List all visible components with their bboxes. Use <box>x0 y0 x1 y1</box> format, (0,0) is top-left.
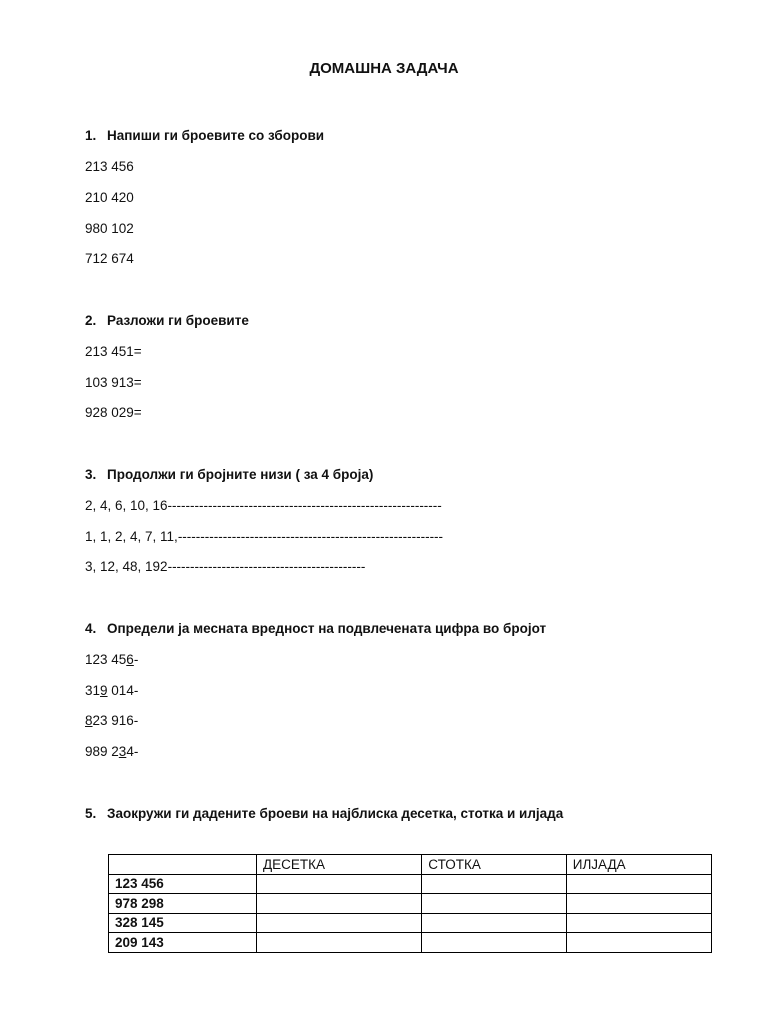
underlined-digit: 6 <box>126 652 134 667</box>
answer-cell[interactable] <box>257 894 422 914</box>
task-text: Продолжи ги бројните низи ( за 4 броја) <box>107 467 374 482</box>
underlined-digit: 8 <box>85 713 93 728</box>
table-header-row <box>109 855 712 875</box>
task-1-item: 980 102 <box>85 221 134 236</box>
task-number: 3. <box>85 467 97 482</box>
answer-cell[interactable] <box>566 894 711 914</box>
task-2-item: 928 029= <box>85 405 142 420</box>
table-row <box>109 933 712 953</box>
task-2-heading <box>85 313 249 328</box>
table-header-cell: ДЕСЕТКА <box>257 855 422 875</box>
task-1-item: 712 674 <box>85 251 134 266</box>
task-4-item <box>85 683 138 698</box>
task-3-item: 1, 1, 2, 4, 7, 11,----------------------------------------------------------- <box>85 529 444 544</box>
task-1-item: 210 420 <box>85 190 134 205</box>
task-4-item <box>85 744 138 759</box>
answer-cell[interactable] <box>566 874 711 894</box>
task-1-item: 213 456 <box>85 159 134 174</box>
rounding-table <box>108 854 712 953</box>
task-text: Определи ја месната вредност на подвлечената цифра во бројот <box>107 621 547 636</box>
answer-cell[interactable] <box>257 913 422 933</box>
task-text: Разложи ги броевите <box>107 313 249 328</box>
answer-cell[interactable] <box>566 913 711 933</box>
underlined-digit: 3 <box>118 744 127 759</box>
row-number: 123 456 <box>109 874 257 894</box>
page-title: ДОМАШНА ЗАДАЧА <box>309 60 459 77</box>
task-1-heading <box>85 128 324 143</box>
answer-cell[interactable] <box>257 874 422 894</box>
task-3-item: 2, 4, 6, 10, 16------------------------------------------------------------- <box>85 498 442 513</box>
answer-cell[interactable] <box>422 913 566 933</box>
table-header-cell: ИЛЈАДА <box>566 855 711 875</box>
number-part: 989 2 <box>85 744 119 759</box>
table-row <box>109 894 712 914</box>
task-text: Напиши ги броевите со зборови <box>107 128 325 143</box>
table-header-cell <box>109 855 257 875</box>
task-3-heading <box>85 467 373 482</box>
table-row <box>109 874 712 894</box>
task-3-item: 3, 12, 48, 192-------------------------------------------- <box>85 559 366 574</box>
answer-cell[interactable] <box>422 894 566 914</box>
task-text: Заокружи ги дадените броеви на најблиска десетка, стотка и илјада <box>107 806 564 821</box>
answer-cell[interactable] <box>422 933 566 953</box>
task-4-heading <box>85 621 546 636</box>
underlined-digit: 9 <box>100 683 108 698</box>
number-part: 014- <box>107 683 139 698</box>
answer-cell[interactable] <box>257 933 422 953</box>
task-number: 1. <box>85 128 97 143</box>
task-5-heading <box>85 806 563 821</box>
task-4-item <box>85 713 138 728</box>
row-number: 978 298 <box>109 894 257 914</box>
table-header-cell: СТОТКА <box>422 855 566 875</box>
task-number: 2. <box>85 313 97 328</box>
number-part: - <box>133 652 139 667</box>
row-number: 328 145 <box>109 913 257 933</box>
answer-cell[interactable] <box>422 874 566 894</box>
number-part: 31 <box>85 683 101 698</box>
task-4-item <box>85 652 138 667</box>
table-row <box>109 913 712 933</box>
task-2-item: 213 451= <box>85 344 142 359</box>
answer-cell[interactable] <box>566 933 711 953</box>
number-part: 4- <box>126 744 139 759</box>
number-part: 123 45 <box>85 652 127 667</box>
number-part: 23 916- <box>92 713 139 728</box>
task-number: 5. <box>85 806 97 821</box>
task-number: 4. <box>85 621 97 636</box>
row-number: 209 143 <box>109 933 257 953</box>
task-2-item: 103 913= <box>85 375 142 390</box>
